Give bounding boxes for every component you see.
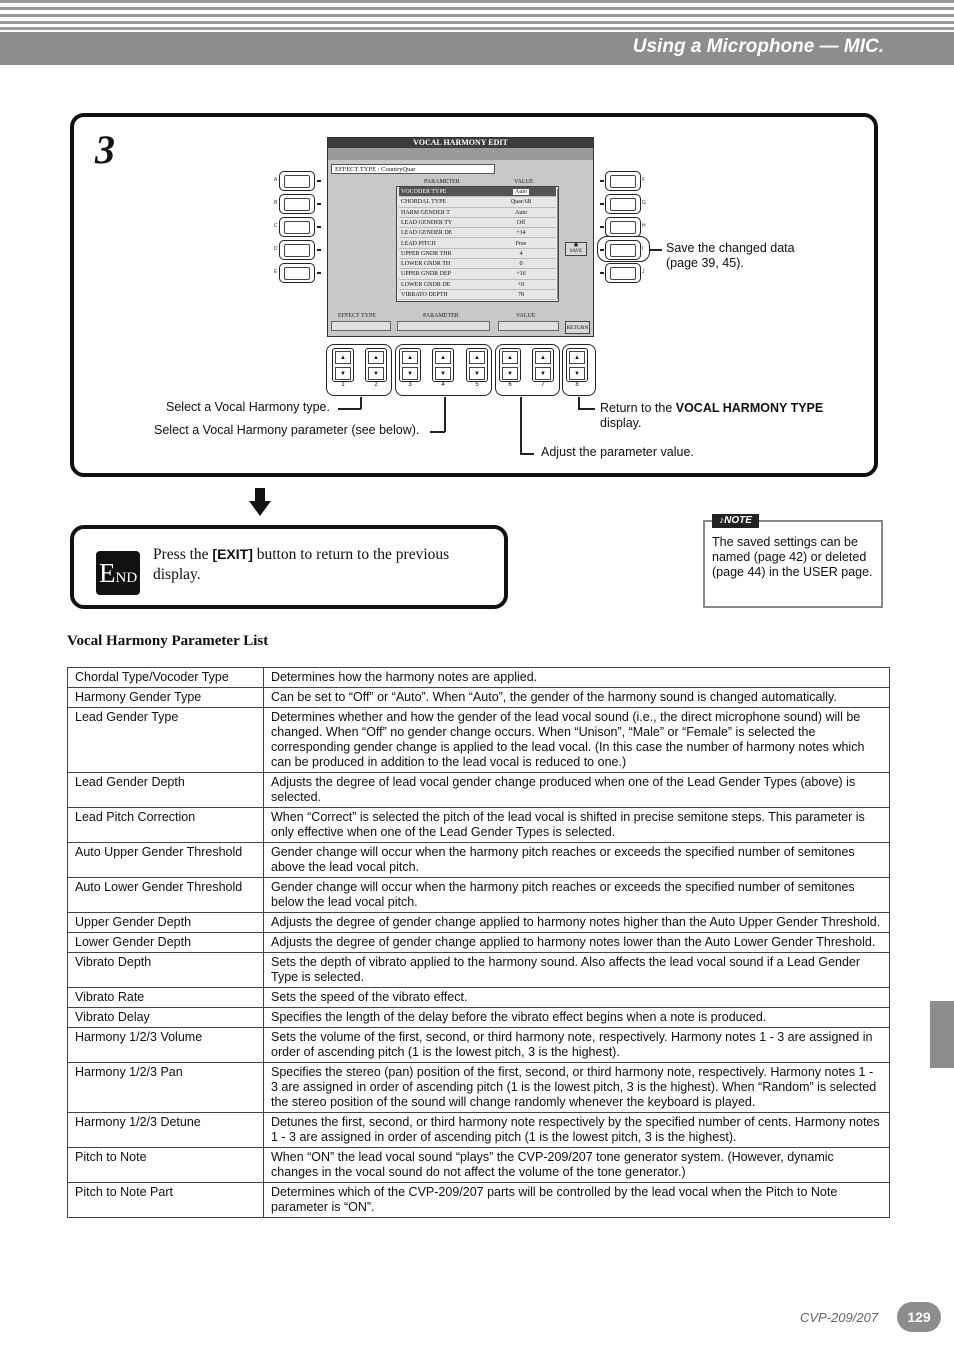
chapter-tab (930, 1001, 954, 1068)
table-row (68, 773, 890, 808)
table-row (68, 1183, 890, 1218)
lcd-row-value: Free (515, 240, 527, 247)
lcd-row-param: UPPER GNDR THR (401, 250, 452, 257)
up-arrow-icon: ▲ (469, 351, 485, 364)
lcd-row-value: Auto (515, 189, 527, 195)
down-arrow-icon: ▼ (435, 367, 451, 380)
lcd-row[interactable] (399, 249, 556, 259)
button-number: 1 (341, 382, 345, 388)
table-row (68, 933, 890, 953)
parameter-description: Gender change will occur when the harmony pitch reaches or exceeds the specified number of semitones above the lead vocal pitch. (264, 843, 890, 878)
button-dash (317, 203, 321, 205)
lcd-row[interactable] (399, 259, 556, 269)
button-e[interactable] (279, 263, 315, 283)
table-row (68, 808, 890, 843)
lcd-row-value: 4 (519, 250, 523, 257)
parameter-name: Vibrato Depth (68, 953, 264, 988)
parameter-name: Pitch to Note (68, 1148, 264, 1183)
parameter-table (67, 667, 890, 1218)
up-arrow-icon: ▲ (435, 351, 451, 364)
floppy-icon: ▣ (573, 243, 579, 248)
header-stripes (0, 0, 954, 32)
table-row (68, 878, 890, 913)
button-7[interactable] (532, 348, 554, 382)
lcd-row-param: VOCODER TYPE (401, 189, 447, 195)
button-number: 5 (475, 382, 479, 388)
lcd-col-parameter: PARAMETER (424, 179, 460, 185)
parameter-name: Upper Gender Depth (68, 913, 264, 933)
up-arrow-icon: ▲ (569, 351, 585, 364)
button-letter: H (642, 223, 646, 229)
button-dash (317, 249, 321, 251)
button-dash (600, 272, 604, 274)
button-4[interactable] (432, 348, 454, 382)
lcd-row-param: LEAD PITCH (401, 240, 436, 247)
table-row (68, 708, 890, 773)
callout-select-parameter: Select a Vocal Harmony parameter (see below). (154, 423, 420, 437)
button-j[interactable] (605, 263, 641, 283)
button-number: 4 (441, 382, 445, 388)
parameter-description: Sets the depth of vibrato applied to the harmony sound. Also affects the lead vocal sound if a Lead Gender Type is selected. (264, 953, 890, 988)
lcd-row[interactable] (399, 218, 556, 228)
button-g[interactable] (605, 194, 641, 214)
parameter-description: When “Correct” is selected the pitch of the lead vocal is shifted in precise semitone steps. This parameter is only effective when one of the Lead Gender Types is selected. (264, 808, 890, 843)
button-letter: I (642, 246, 644, 252)
leader-line (338, 408, 361, 410)
down-arrow-icon: ▼ (368, 367, 384, 380)
table-row (68, 688, 890, 708)
button-letter: D (274, 246, 278, 252)
button-dash (317, 272, 321, 274)
parameter-name: Harmony Gender Type (68, 688, 264, 708)
lcd-row-value: +14 (516, 230, 526, 237)
table-row (68, 913, 890, 933)
button-c[interactable] (279, 217, 315, 237)
lcd-row[interactable] (399, 239, 556, 249)
parameter-name: Pitch to Note Part (68, 1183, 264, 1218)
step-number: 3 (95, 127, 115, 172)
parameter-name: Harmony 1/2/3 Volume (68, 1028, 264, 1063)
up-arrow-icon: ▲ (402, 351, 418, 364)
button-number: 2 (374, 382, 378, 388)
lcd-row-param: CHORDAL TYPE (401, 199, 447, 206)
up-arrow-icon: ▲ (368, 351, 384, 364)
down-arrow-icon (249, 488, 271, 516)
down-arrow-icon: ▼ (469, 367, 485, 380)
button-number: 8 (575, 382, 579, 388)
lcd-row-value: 0 (519, 261, 523, 268)
parameter-name: Lead Gender Depth (68, 773, 264, 808)
parameter-description: Determines whether and how the gender of the lead vocal sound (i.e., the direct microphone sound) will be changed. When “Off” no gender change occurs. When “Unison”, “Male” or “Female” is selected the corresponding gender change is applied to the lead vocal. (In this case the number of harmony notes which can be produced in addition to the lead vocal is reduced to one.) (264, 708, 890, 773)
lcd-save-button[interactable]: ▣ SAVE (565, 242, 587, 256)
parameter-name: Harmony 1/2/3 Pan (68, 1063, 264, 1113)
up-arrow-icon: ▲ (535, 351, 551, 364)
parameter-description: Adjusts the degree of gender change applied to harmony notes lower than the Auto Lower Gender Threshold. (264, 933, 890, 953)
leader-line (520, 453, 534, 455)
end-instruction: Press the [EXIT] button to return to the previous display. (153, 546, 450, 583)
down-arrow-icon: ▼ (535, 367, 551, 380)
parameter-name: Lead Gender Type (68, 708, 264, 773)
button-letter: B (274, 200, 278, 206)
lcd-row-param: LOWER GNDR TH (401, 261, 451, 268)
button-6[interactable] (499, 348, 521, 382)
callout-return: Return to the VOCAL HARMONY TYPE display. (600, 401, 824, 430)
parameter-description: Determines which of the CVP-209/207 parts will be controlled by the lead vocal when the Pitch to Note parameter is “ON”. (264, 1183, 890, 1218)
lcd-row-value: 78 (518, 292, 524, 298)
callout-save: Save the changed data (page 39, 45). (666, 241, 795, 270)
button-letter: F (642, 177, 646, 183)
parameter-name: Chordal Type/Vocoder Type (68, 668, 264, 688)
lcd-row-value: +0 (517, 281, 525, 288)
button-5[interactable] (466, 348, 488, 382)
parameter-description: When “ON” the lead vocal sound “plays” the CVP-209/207 tone generator system. (However, dynamic changes in the vocal sound do not affect the volume of the tone generator.) (264, 1148, 890, 1183)
parameter-name: Auto Lower Gender Threshold (68, 878, 264, 913)
down-arrow-icon: ▼ (569, 367, 585, 380)
lcd-return-button[interactable]: RETURN (565, 321, 590, 334)
save-button-highlight (597, 236, 650, 262)
page-section-title: Using a Microphone — MIC. (632, 36, 884, 57)
table-row (68, 843, 890, 878)
leader-line (578, 408, 595, 410)
lcd-parameter-list (396, 186, 559, 302)
button-number: 3 (408, 382, 412, 388)
lcd-scrollbar[interactable] (557, 189, 558, 299)
parameter-name: Auto Upper Gender Threshold (68, 843, 264, 878)
button-f[interactable] (605, 171, 641, 191)
parameter-description: Sets the speed of the vibrato effect. (264, 988, 890, 1008)
parameter-name: Lower Gender Depth (68, 933, 264, 953)
parameter-description: Determines how the harmony notes are applied. (264, 668, 890, 688)
lcd-row[interactable] (399, 208, 556, 218)
lcd-bottom-parameter-label: PARAMETER (423, 313, 459, 319)
button-letter: J (642, 269, 645, 275)
button-dash (600, 226, 604, 228)
table-row (68, 1148, 890, 1183)
lcd-row[interactable] (399, 228, 556, 238)
lcd-row[interactable] (399, 269, 556, 279)
table-row (68, 1063, 890, 1113)
button-number: 7 (541, 382, 545, 388)
down-arrow-icon: ▼ (335, 367, 351, 380)
button-2[interactable] (365, 348, 387, 382)
lcd-row-value: +16 (516, 271, 526, 278)
table-row (68, 1028, 890, 1063)
lcd-row-param: LEAD GENDER DE (401, 230, 453, 237)
lcd-row[interactable] (399, 290, 556, 300)
button-letter: E (274, 269, 278, 275)
parameter-name: Lead Pitch Correction (68, 808, 264, 843)
page-number: 129 (897, 1302, 941, 1332)
table-row (68, 668, 890, 688)
leader-line (444, 397, 446, 432)
lcd-row-value: QuarAB (510, 199, 532, 206)
parameter-description: Detunes the first, second, or third harmony note respectively by the specified number of cents. Harmony notes 1 - 3 are assigned in order of ascending pitch (1 is the lowest pitch, 3 is the highest). (264, 1113, 890, 1148)
button-letter: C (274, 223, 278, 229)
lcd-row-value: Off (516, 219, 526, 226)
parameter-description: Adjusts the degree of lead vocal gender change produced when one of the Lead Gender Types (above) is selected. (264, 773, 890, 808)
leader-line (430, 431, 445, 433)
lcd-row-param: UPPER GNDR DEP (401, 271, 452, 278)
table-row (68, 1008, 890, 1028)
parameter-description: Sets the volume of the first, second, or third harmony note, respectively. Harmony notes 1 - 3 are assigned in order of ascending pitch (1 is the lowest pitch, 3 is the highest). (264, 1028, 890, 1063)
lcd-row[interactable] (399, 197, 556, 207)
button-letter: G (642, 200, 646, 206)
lcd-col-value: VALUE (514, 179, 534, 185)
leader-line (520, 397, 522, 454)
button-8[interactable] (566, 348, 588, 382)
lcd-row-value: Auto (515, 209, 527, 216)
lcd-title: VOCAL HARMONY EDIT (328, 138, 593, 148)
button-dash (317, 180, 321, 182)
button-1[interactable] (332, 348, 354, 382)
table-row (68, 988, 890, 1008)
button-dash (317, 226, 321, 228)
button-number: 6 (508, 382, 512, 388)
up-arrow-icon: ▲ (502, 351, 518, 364)
callout-adjust-value: Adjust the parameter value. (541, 445, 694, 459)
down-arrow-icon: ▼ (402, 367, 418, 380)
button-h[interactable] (605, 217, 641, 237)
lcd-effect-type: EFFECT TYPE : CountryQuar (331, 164, 495, 174)
parameter-description: Specifies the stereo (pan) position of the first, second, or third harmony note, respectively. Harmony notes 1 - 3 are assigned in order of ascending pitch (1 is the lowest pitch, 3 is the highest). When “Random” is selected the stereo position of the sound will change randomly whenever the keyboard is played. (264, 1063, 890, 1113)
parameter-description: Can be set to “Off” or “Auto”. When “Auto”, the gender of the harmony sound is changed automatically. (264, 688, 890, 708)
table-row (68, 953, 890, 988)
parameter-description: Adjusts the degree of gender change applied to harmony notes higher than the Auto Upper Gender Threshold. (264, 913, 890, 933)
lcd-bottom-effect-label: EFFECT TYPE (338, 313, 376, 319)
lcd-row[interactable] (399, 187, 556, 197)
parameter-name: Vibrato Delay (68, 1008, 264, 1028)
lcd-row-param: LOWER GNDR DE (401, 281, 451, 288)
lcd-row-param: VIBRATO DEPTH (401, 292, 448, 298)
lcd-row[interactable] (399, 280, 556, 290)
end-icon: END (96, 551, 140, 595)
button-dash (600, 180, 604, 182)
parameter-description: Specifies the length of the delay before the vibrato effect begins when a note is produced. (264, 1008, 890, 1028)
lcd-bottom-value-label: VALUE (516, 313, 536, 319)
parameter-description: Gender change will occur when the harmony pitch reaches or exceeds the specified number of semitones below the lead vocal pitch. (264, 878, 890, 913)
lcd-value-tab[interactable] (498, 321, 559, 331)
note-tag: ♪NOTE (712, 514, 759, 528)
button-3[interactable] (399, 348, 421, 382)
lcd-row-param: HARM GENDER T (401, 209, 450, 216)
lcd-row-param: LEAD GENDER TY (401, 219, 453, 226)
note-text: The saved settings can be named (page 42) or deleted (page 44) in the USER page. (712, 535, 873, 579)
lcd-tab-strip (328, 148, 593, 160)
button-dash (600, 203, 604, 205)
table-row (68, 1113, 890, 1148)
button-a[interactable] (279, 171, 315, 191)
down-arrow-icon: ▼ (502, 367, 518, 380)
parameter-list-title: Vocal Harmony Parameter List (67, 633, 269, 649)
callout-select-type: Select a Vocal Harmony type. (166, 400, 330, 414)
music-note-icon: ♪ (719, 515, 725, 526)
lcd-effect-tab[interactable] (331, 321, 391, 331)
footer-model: CVP-209/207 (800, 1310, 879, 1325)
parameter-name: Vibrato Rate (68, 988, 264, 1008)
lcd-parameter-tab[interactable] (397, 321, 490, 331)
up-arrow-icon: ▲ (335, 351, 351, 364)
leader-line (650, 249, 662, 251)
lcd-screen (327, 137, 594, 337)
button-letter: A (274, 177, 278, 183)
button-b[interactable] (279, 194, 315, 214)
parameter-name: Harmony 1/2/3 Detune (68, 1113, 264, 1148)
button-d[interactable] (279, 240, 315, 260)
